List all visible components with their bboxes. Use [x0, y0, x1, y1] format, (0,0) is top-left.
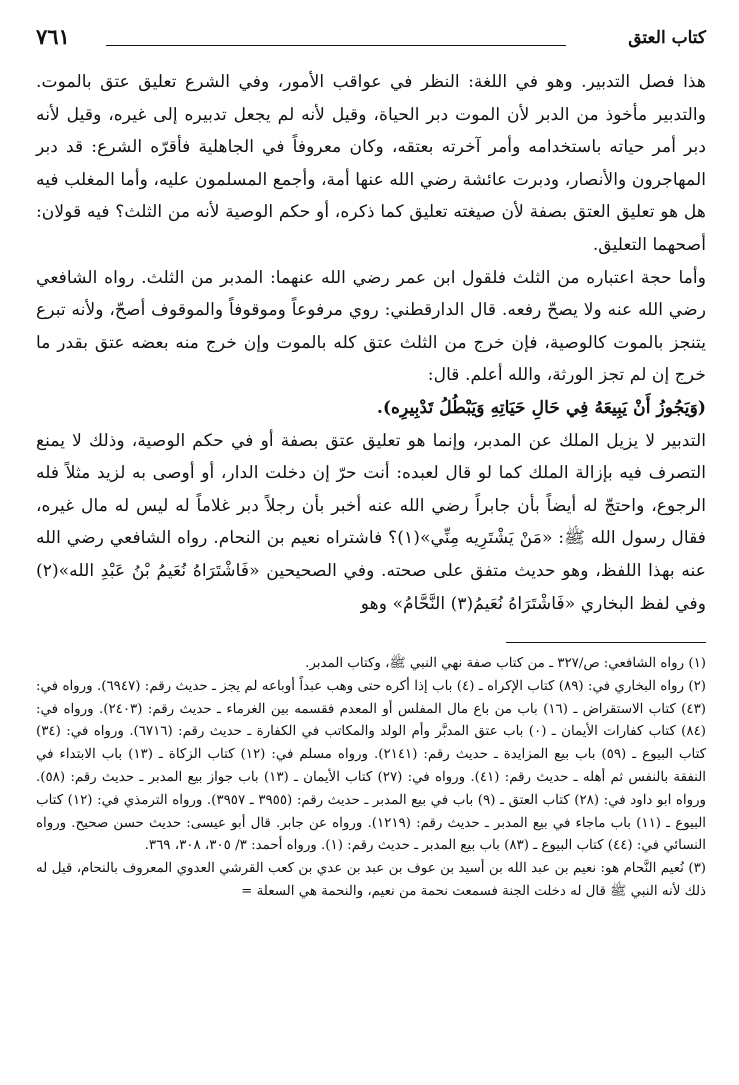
footnote-separator	[506, 642, 706, 643]
page-header	[36, 22, 706, 56]
header-rule	[106, 45, 566, 46]
page-number: ٧٦١	[36, 24, 70, 49]
footnote-1: (١) رواه الشافعي: ص/٣٢٧ ـ من كتاب صفة نهي النبي ﷺ، وكتاب المدبر.	[305, 656, 706, 672]
footnotes	[36, 653, 706, 904]
matn-quote: (وَيَجُوزُ أَنْ يَبِيعَهُ فِي حَالِ حَيَاتِهِ وَيَبْطُلُ تَدْبِيرِه).	[376, 397, 706, 418]
paragraph-thuluth-argument: وأما حجة اعتباره من الثلث فلقول ابن عمر رضي الله عنهما: المدبر من الثلث. رواه الشافعي رضي الله عنه ولا يصحّ رفعه. قال الدارقطني: روي مرفوعاً وموقوفاً والموقوف أصحّ، ولأنه تبرع يتنجز بالموت كالوصية، فإن خرج من الثلث عتق كله بالموت وإن خرج منه بعضه عتق بقدر ما خرج إن لم تجز الورثة، والله أعلم. قال:	[36, 267, 706, 386]
footnote-3: (٣) نُعيم النَّحام هو: نعيم بن عبد الله بن أسيد بن عوف بن عبد بن عدي بن كعب القرشي العدوي المعروف بالنحام، قيل له ذلك لأنه النبي ﷺ قال له دخلت الجنة فسمعت نحمة من نعيم، والنحمة هي السعلة =	[36, 861, 706, 900]
chapter-title: كتاب العتق	[628, 28, 706, 48]
main-text	[36, 66, 706, 620]
document-page	[36, 22, 706, 904]
paragraph-sale-of-mudabbar: التدبير لا يزيل الملك عن المدبر، وإنما هو تعليق عتق بصفة أو في حكم الوصية، وذلك لا يمنع التصرف فيه بإزالة الملك كما لو قال لعبده: أنت حرّ إن دخلت الدار، أو أوصى به لزيد مثلاً فله الرجوع، واحتجّ له أيضاً بأن جابراً رضي الله عنه أخبر بأن رجلاً دبر غلاماً له ليس له مال غيره، فقال رسول الله ﷺ: «مَنْ يَشْتَرِيه مِنِّي»(١)؟ فاشتراه نعيم بن النحام. رواه الشافعي رضي الله عنه بهذا اللفظ، وهو حديث متفق على صحته. وفي الصحيحين «فَاشْتَرَاهُ نُعَيمُ بْنُ عَبْدِ الله»(٢) وفي لفظ البخاري «فَاشْتَرَاهُ نُعَيمُ(٣) النَّحَّامُ» وهو	[36, 430, 707, 614]
footnote-2: (٢) رواه البخاري في: (٨٩) كتاب الإكراه ـ (٤) باب إذا أكره حتى وهب عبداً أوباعه لم يجز ـ حديث رقم: (٦٩٤٧). ورواه في: (٤٣) كتاب الاستقراض ـ (١٦) باب من باع مال المفلس أو المعدم فقسمه بين الغرماء ـ حديث رقم: (٢٤٠٣). ورواه في: (٨٤) كتاب كفارات الأيمان ـ (٠) باب عتق المدبَّر وأم الولد والمكاتب في الكفارة ـ حديث رقم: (٦٧١٦). ورواه في: (٣٤) كتاب البيوع ـ (٥٩) باب بيع المزايدة ـ حديث رقم: (٢١٤١). ورواه مسلم في: (١٢) كتاب الزكاة ـ (١٣) باب الابتداء في النفقة بالنفس ثم أهله ـ حديث رقم: (٤١). ورواه في: (٢٧) كتاب الأيمان ـ (١٣) باب جواز بيع المدبر ـ حديث رقم: (٥٨). ورواه ابو داود في: (٢٨) كتاب العتق ـ (٩) باب في بيع المدبر ـ حديث رقم: (٣٩٥٥ ـ ٣٩٥٧). ورواه الترمذي في: (١٢) كتاب البيوع ـ (١١) باب ماجاء في بيع المدبر ـ حديث رقم: (١٢١٩). ورواه عن جابر. قال أبو عيسى: حديث حسن صحيح. ورواه النسائي في: (٤٤) كتاب البيوع ـ (٨٣) باب بيع المدبر ـ حديث رقم: (١). ورواه أحمد: ٣/ ٣٠٥، ٣٠٨، ٣٦٩.	[36, 678, 707, 854]
paragraph-tadbir-definition: هذا فصل التدبير. وهو في اللغة: النظر في عواقب الأمور، وفي الشرع تعليق عتق بالموت. والتدبير مأخوذ من الدبر لأن الموت دبر الحياة، وقيل لأنه لم يجعل تدبيره إلى غيره، وقيل لأنه دبر أمر حياته باستخدامه وأمر آخرته بعتقه، وكان معروفاً في الجاهلية فأقرّه الشرع: قد دبر المهاجرون والأنصار، ودبرت عائشة رضي الله عنها أمة، وأجمع المسلمون عليه، وأما المغلب فيه هل هو تعليق العتق بصفة لأن صيغته تعليق كما ذكره، أو حكم الوصية لأنه من الثلث؟ فيه قولان: أصحهما التعليق.	[36, 72, 706, 255]
